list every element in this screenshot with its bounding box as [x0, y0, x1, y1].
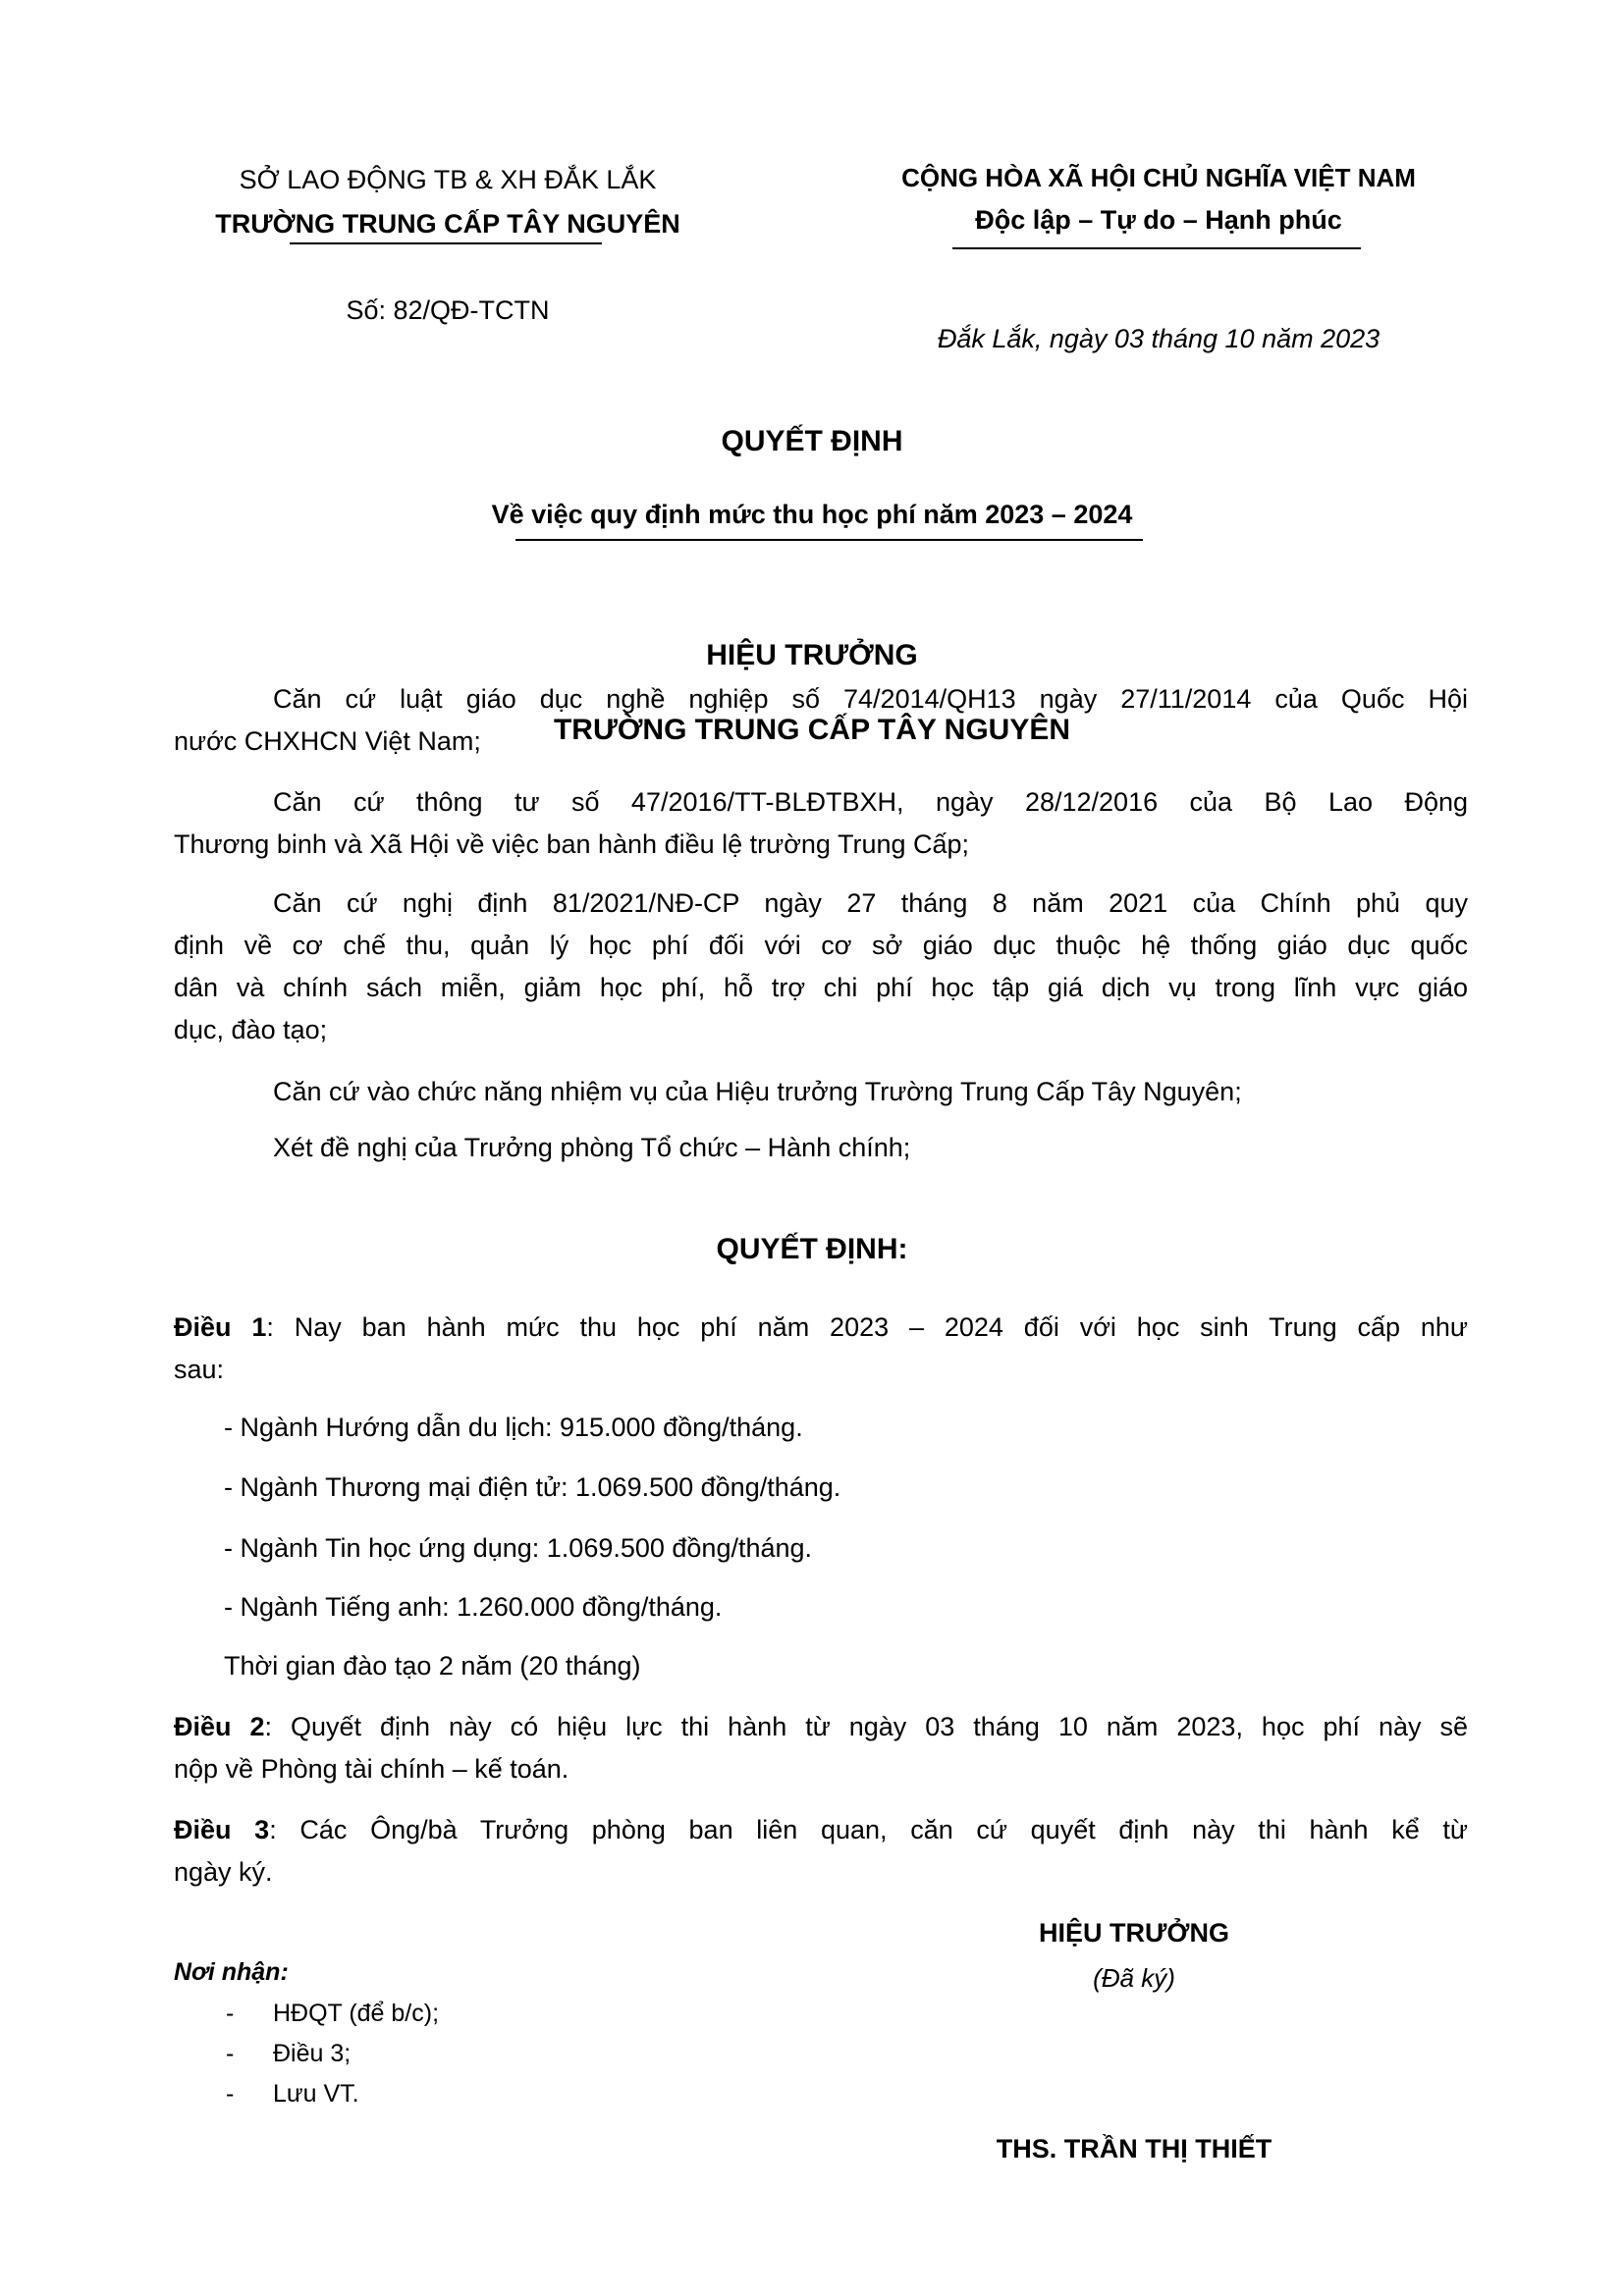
- recipient-item: HĐQT (để b/c);: [273, 2000, 440, 2027]
- recipient-item: Điều 3;: [273, 2040, 352, 2067]
- paragraph-line: nước CHXHCN Việt Nam;: [174, 726, 481, 756]
- agency-name: SỞ LAO ĐỘNG TB & XH ĐẮK LẮK: [239, 165, 657, 194]
- article-text: : Nay ban hành mức thu học phí năm 2023 – 2024 đối với học sinh Trung cấp như: [266, 1312, 1468, 1342]
- preamble-paragraph-2: [174, 781, 1468, 866]
- paragraph-line: Căn cứ luật giáo dục nghề nghiệp số 74/2014/QH13 ngày 27/11/2014 của Quốc Hội: [273, 684, 1468, 714]
- article-line: [174, 1307, 1468, 1349]
- decision-heading: QUYẾT ĐỊNH:: [716, 1233, 908, 1265]
- preamble-paragraph-1: [174, 678, 1468, 763]
- school-name: TRƯỜNG TRUNG CẤP TÂY NGUYÊN: [215, 209, 680, 239]
- header-right-underline: [952, 247, 1361, 249]
- article-line: sau:: [174, 1355, 225, 1384]
- article-line: ngày ký.: [174, 1857, 273, 1887]
- document-subject: Về việc quy định mức thu học phí năm 2023 – 2024: [491, 500, 1133, 529]
- recipients-label: Nơi nhận:: [174, 1958, 289, 1986]
- fee-item: - Ngành Thương mại điện tử: 1.069.500 đồng/tháng.: [224, 1472, 841, 1502]
- article-text: : Quyết định này có hiệu lực thi hành từ ngày 03 tháng 10 năm 2023, học phí này sẽ: [264, 1712, 1468, 1741]
- article-3: [174, 1809, 1468, 1894]
- country-name: CỘNG HÒA XÃ HỘI CHỦ NGHĨA VIỆT NAM: [901, 163, 1416, 192]
- paragraph-line: định về cơ chế thu, quản lý học phí đối với cơ sở giáo dục thuộc hệ thống giáo dục quốc: [174, 931, 1468, 960]
- subject-underline: [515, 539, 1143, 541]
- article-line: [174, 1706, 1468, 1748]
- article-2: [174, 1706, 1468, 1790]
- signature-status: (Đã ký): [1093, 1963, 1175, 1993]
- issuer-school: TRƯỜNG TRUNG CẤP TÂY NGUYÊN: [553, 714, 1071, 746]
- paragraph-line: Căn cứ thông tư số 47/2016/TT-BLĐTBXH, ngày 28/12/2016 của Bộ Lao Động: [273, 787, 1468, 817]
- article-1: [174, 1307, 1468, 1391]
- issuer-position: HIỆU TRƯỞNG: [706, 639, 918, 671]
- article-label: Điều 2: [174, 1712, 265, 1741]
- article-label: Điều 3: [174, 1815, 270, 1844]
- article-label: Điều 1: [174, 1312, 267, 1342]
- recipient-bullet: -: [226, 2040, 235, 2067]
- signer-position: HIỆU TRƯỞNG: [1039, 1918, 1229, 1948]
- article-text: : Các Ông/bà Trưởng phòng ban liên quan, căn cứ quyết định này thi hành kể từ: [269, 1815, 1468, 1844]
- recipient-bullet: -: [226, 2080, 235, 2108]
- article-line: nộp về Phòng tài chính – kế toán.: [174, 1754, 569, 1784]
- preamble-paragraph-3: [174, 882, 1468, 1051]
- training-duration: Thời gian đào tạo 2 năm (20 tháng): [224, 1651, 641, 1681]
- signer-name: THS. TRẦN THỊ THIẾT: [996, 2134, 1272, 2163]
- place-date: Đắk Lắk, ngày 03 tháng 10 năm 2023: [937, 324, 1380, 353]
- paragraph-line: Căn cứ nghị định 81/2021/NĐ-CP ngày 27 tháng 8 năm 2021 của Chính phủ quy: [273, 888, 1468, 918]
- fee-item: - Ngành Tiếng anh: 1.260.000 đồng/tháng.: [224, 1592, 723, 1622]
- fee-item: - Ngành Hướng dẫn du lịch: 915.000 đồng/tháng.: [224, 1413, 803, 1442]
- paragraph-line: dục, đào tạo;: [174, 1015, 328, 1044]
- paragraph-line: Căn cứ vào chức năng nhiệm vụ của Hiệu trưởng Trường Trung Cấp Tây Nguyên;: [273, 1077, 1242, 1106]
- recipient-bullet: -: [226, 2000, 235, 2027]
- fee-item: - Ngành Tin học ứng dụng: 1.069.500 đồng/tháng.: [224, 1533, 813, 1563]
- national-motto: Độc lập – Tự do – Hạnh phúc: [975, 205, 1342, 235]
- article-line: [174, 1809, 1468, 1851]
- document-title: QUYẾT ĐỊNH: [721, 425, 903, 457]
- recipient-item: Lưu VT.: [273, 2080, 359, 2108]
- paragraph-line: Xét đề nghị của Trưởng phòng Tổ chức – Hành chính;: [273, 1133, 911, 1162]
- preamble-paragraph-5: [174, 1127, 1468, 1169]
- header-left-underline: [290, 242, 602, 244]
- preamble-paragraph-4: [174, 1071, 1468, 1113]
- paragraph-line: Thương binh và Xã Hội về việc ban hành điều lệ trường Trung Cấp;: [174, 829, 970, 859]
- paragraph-line: dân và chính sách miễn, giảm học phí, hỗ trợ chi phí học tập giá dịch vụ trong lĩnh vực giáo: [174, 973, 1468, 1002]
- document-number: Số: 82/QĐ-TCTN: [346, 295, 550, 325]
